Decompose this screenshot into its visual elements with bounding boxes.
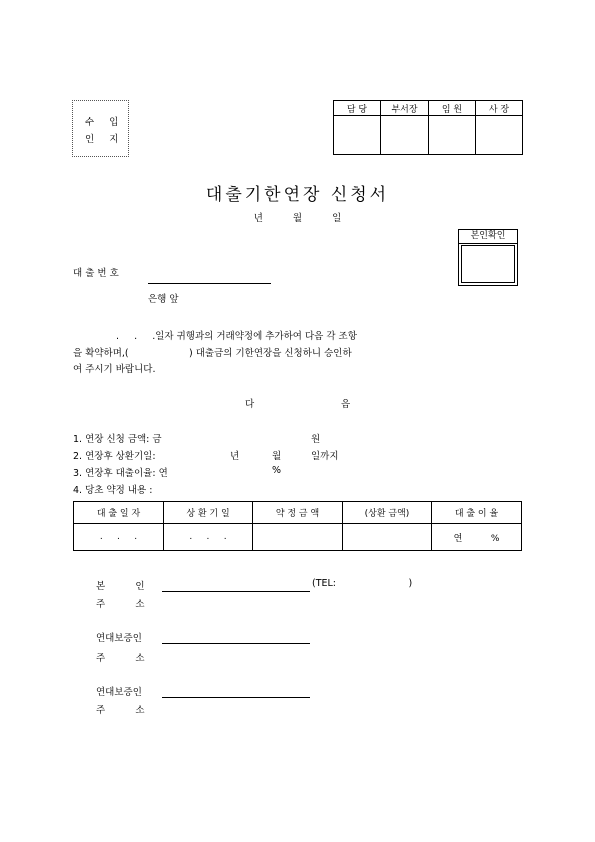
- table-header-repaid-amount: (상환 금액): [343, 502, 432, 524]
- document-title: 대출기한연장 신청서: [205, 185, 390, 205]
- guarantor-2-address-label: 주 소: [96, 705, 145, 716]
- approval-sign-cell[interactable]: [381, 116, 429, 155]
- approval-header-president: 사 장: [476, 101, 523, 116]
- table-header-agreed-amount: 약 정 금 액: [253, 502, 343, 524]
- section-heading-da: 다: [245, 399, 255, 410]
- revenue-stamp-box: [72, 100, 129, 157]
- stamp-label-line1: 수 입: [85, 117, 125, 128]
- item-2-year: 년: [230, 451, 240, 462]
- body-line-3: 여 주시기 바랍니다.: [73, 364, 156, 375]
- id-check-box: [458, 229, 518, 286]
- approval-header-staff: 담 당: [334, 101, 381, 116]
- guarantor-1-label: 연대보증인: [96, 633, 142, 644]
- loan-number-label: 대 출 번 호: [73, 268, 119, 279]
- guarantor-1-signature-line[interactable]: [162, 643, 310, 644]
- item-2-label: 2. 연장후 상환기일:: [73, 451, 156, 462]
- table-header-interest-rate: 대 출 이 율: [432, 502, 522, 524]
- item-3-unit: %: [272, 465, 282, 476]
- table-cell-agreed-amount[interactable]: [253, 524, 343, 551]
- guarantor-2-signature-line[interactable]: [162, 697, 310, 698]
- principal-signature-line[interactable]: [162, 591, 310, 592]
- principal-label: 본 인: [96, 581, 145, 592]
- date-month: 월: [292, 213, 303, 224]
- body-line-1: . . .일자 귀행과의 거래약정에 추가하여 다음 각 조항: [116, 331, 357, 342]
- id-check-label: 본인확인: [459, 230, 517, 244]
- item-3-label: 3. 연장후 대출이율: 연: [73, 468, 168, 479]
- id-check-field[interactable]: [461, 245, 515, 283]
- stamp-label-line2: 인 지: [85, 134, 125, 145]
- item-4-label: 4. 당초 약정 내용 :: [73, 485, 153, 496]
- approval-sign-cell[interactable]: [476, 116, 523, 155]
- section-heading-eum: 음: [341, 399, 351, 410]
- table-cell-interest-rate[interactable]: 연 %: [432, 524, 522, 551]
- table-header-maturity-date: 상 환 기 일: [164, 502, 253, 524]
- principal-address-label: 주 소: [96, 599, 145, 610]
- approval-header-executive: 임 원: [429, 101, 476, 116]
- agreement-table: [73, 501, 522, 551]
- table-cell-repaid-amount[interactable]: [343, 524, 432, 551]
- approval-table: [333, 100, 523, 155]
- bank-addressee: 은행 앞: [148, 294, 179, 305]
- item-2-until: 일까지: [311, 451, 339, 462]
- table-cell-loan-date[interactable]: . . .: [74, 524, 164, 551]
- approval-header-manager: 부서장: [381, 101, 429, 116]
- item-1-label: 1. 연장 신청 금액: 금: [73, 434, 162, 445]
- date-year: 년: [253, 213, 263, 224]
- approval-sign-cell[interactable]: [334, 116, 381, 155]
- principal-tel: (TEL: ): [312, 578, 413, 589]
- guarantor-2-label: 연대보증인: [96, 687, 142, 698]
- date-line: [0, 210, 595, 224]
- loan-number-field[interactable]: [148, 283, 271, 284]
- item-1-unit: 원: [311, 434, 321, 445]
- date-day: 일: [332, 213, 342, 224]
- table-cell-maturity-date[interactable]: . . .: [164, 524, 253, 551]
- body-line-2: 을 확약하며,( ) 대출금의 기한연장을 신청하니 승인하: [73, 348, 352, 359]
- table-header-loan-date: 대 출 일 자: [74, 502, 164, 524]
- approval-sign-cell[interactable]: [429, 116, 476, 155]
- item-2-month: 월: [272, 451, 282, 462]
- guarantor-1-address-label: 주 소: [96, 653, 145, 664]
